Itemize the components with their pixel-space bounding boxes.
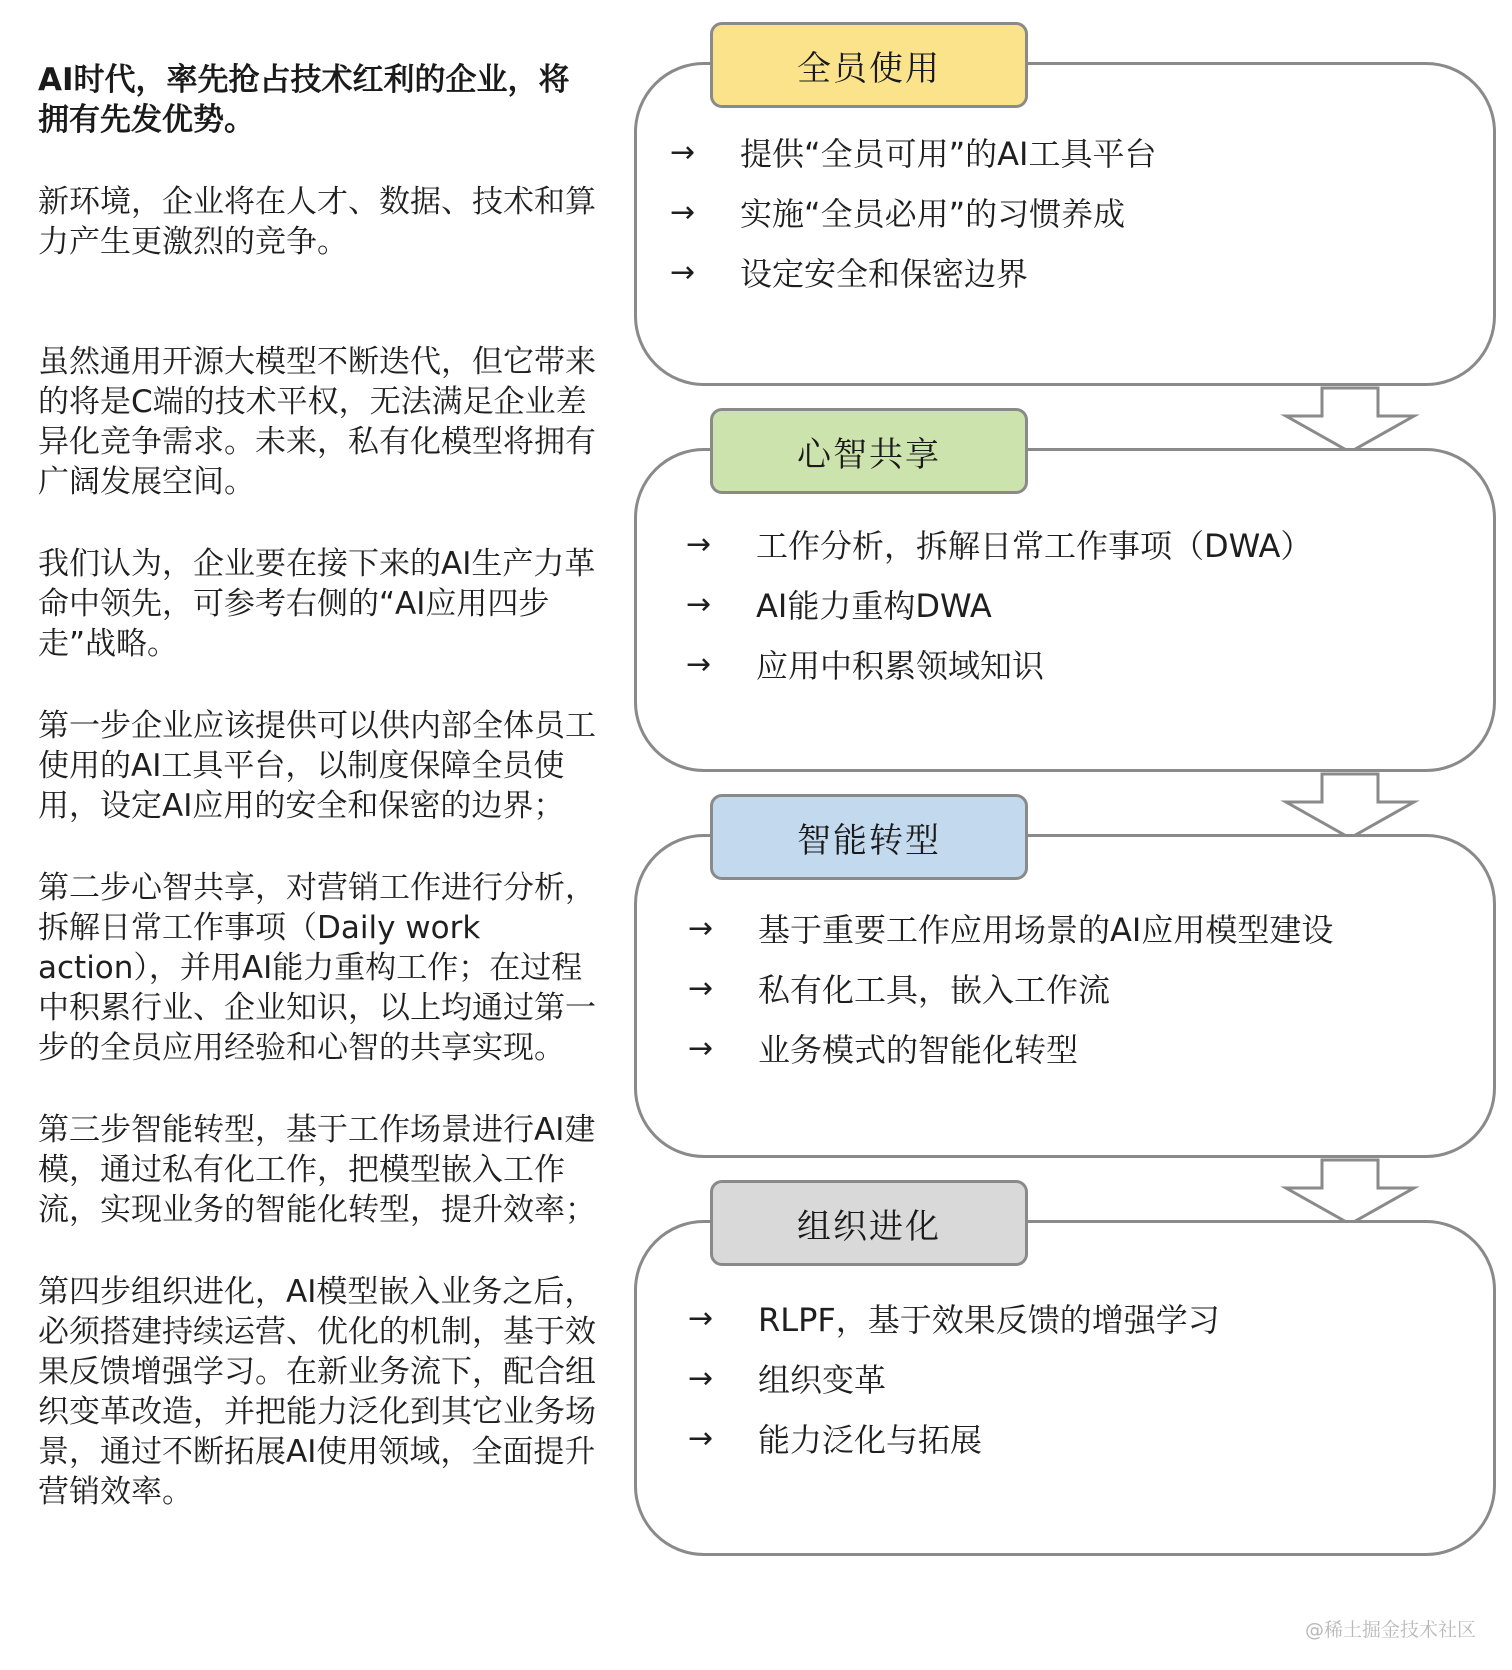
list-item: → RLPF，基于效果反馈的增强学习 — [688, 1300, 1220, 1339]
step-4-items — [688, 1288, 1220, 1468]
watermark: @稀土掘金技术社区 — [1304, 1619, 1476, 1641]
right-arrow-icon: → — [688, 1030, 714, 1066]
step-1-items — [670, 122, 1157, 302]
step-1-title: 全员使用 — [710, 22, 1028, 108]
paragraph-open-source-models: 虽然通用开源大模型不断迭代，但它带来的将是C端的技术平权，无法满足企业差异化竞争需求。未来，私有化模型将拥有广阔发展空间。 — [38, 344, 596, 500]
step-2-title: 心智共享 — [710, 408, 1028, 494]
list-item: → 设定安全和保密边界 — [670, 254, 1029, 293]
paragraph-step-four: 第四步组织进化，AI模型嵌入业务之后，必须搭建持续运营、优化的机制，基于效果反馈增强学习。在新业务流下，配合组织变革改造，并把能力泛化到其它业务场景，通过不断拓展AI使用领域，全面提升营销效率。 — [38, 1274, 596, 1510]
list-item: → 能力泛化与拓展 — [688, 1420, 983, 1459]
list-item: → 私有化工具，嵌入工作流 — [688, 970, 1111, 1009]
right-arrow-icon: → — [688, 1360, 714, 1396]
right-arrow-icon: → — [670, 134, 696, 170]
right-arrow-icon: → — [688, 910, 714, 946]
down-arrow-icon — [1280, 1158, 1420, 1228]
paragraph-step-two: 第二步心智共享，对营销工作进行分析，拆解日常工作事项（Daily work action），并用AI能力重构工作；在过程中积累行业、企业知识，以上均通过第一步的全员应用经验和心智的共享实现。 — [38, 870, 596, 1066]
step-3-items — [688, 898, 1333, 1078]
step-3-title: 智能转型 — [710, 794, 1028, 880]
list-item: → 业务模式的智能化转型 — [688, 1030, 1079, 1069]
list-item: → 提供“全员可用”的AI工具平台 — [670, 134, 1157, 173]
list-item: → 基于重要工作应用场景的AI应用模型建设 — [688, 910, 1334, 949]
left-text-column — [38, 60, 598, 1554]
list-item: → 实施“全员必用”的习惯养成 — [670, 194, 1126, 233]
step-2-items — [686, 514, 1312, 694]
paragraph-step-one: 第一步企业应该提供可以供内部全体员工使用的AI工具平台，以制度保障全员使用，设定AI应用的安全和保密的边界； — [38, 708, 596, 824]
right-arrow-icon: → — [688, 970, 714, 1006]
paragraph-step-three: 第三步智能转型，基于工作场景进行AI建模，通过私有化工作，把模型嵌入工作流，实现业务的智能化转型，提升效率； — [38, 1112, 596, 1228]
right-arrow-icon: → — [686, 646, 712, 682]
list-item: → 组织变革 — [688, 1360, 887, 1399]
four-step-diagram — [630, 0, 1510, 1670]
step-4-title: 组织进化 — [710, 1180, 1028, 1266]
list-item: → 应用中积累领域知识 — [686, 646, 1045, 685]
paragraph-environment: 新环境，企业将在人才、数据、技术和算力产生更激烈的竞争。 — [38, 184, 596, 260]
right-arrow-icon: → — [688, 1420, 714, 1456]
paragraph-strategy-intro: 我们认为，企业要在接下来的AI生产力革命中领先，可参考右侧的“AI应用四步走”战略。 — [38, 546, 596, 662]
lead-heading: AI时代，率先抢占技术红利的企业，将拥有先发优势。 — [38, 62, 570, 138]
right-arrow-icon: → — [670, 254, 696, 290]
right-arrow-icon: → — [686, 586, 712, 622]
right-arrow-icon: → — [670, 194, 696, 230]
list-item: → AI能力重构DWA — [686, 586, 992, 625]
list-item: → 工作分析，拆解日常工作事项（DWA） — [686, 526, 1313, 565]
down-arrow-icon — [1280, 386, 1420, 456]
right-arrow-icon: → — [688, 1300, 714, 1336]
right-arrow-icon: → — [686, 526, 712, 562]
down-arrow-icon — [1280, 772, 1420, 842]
